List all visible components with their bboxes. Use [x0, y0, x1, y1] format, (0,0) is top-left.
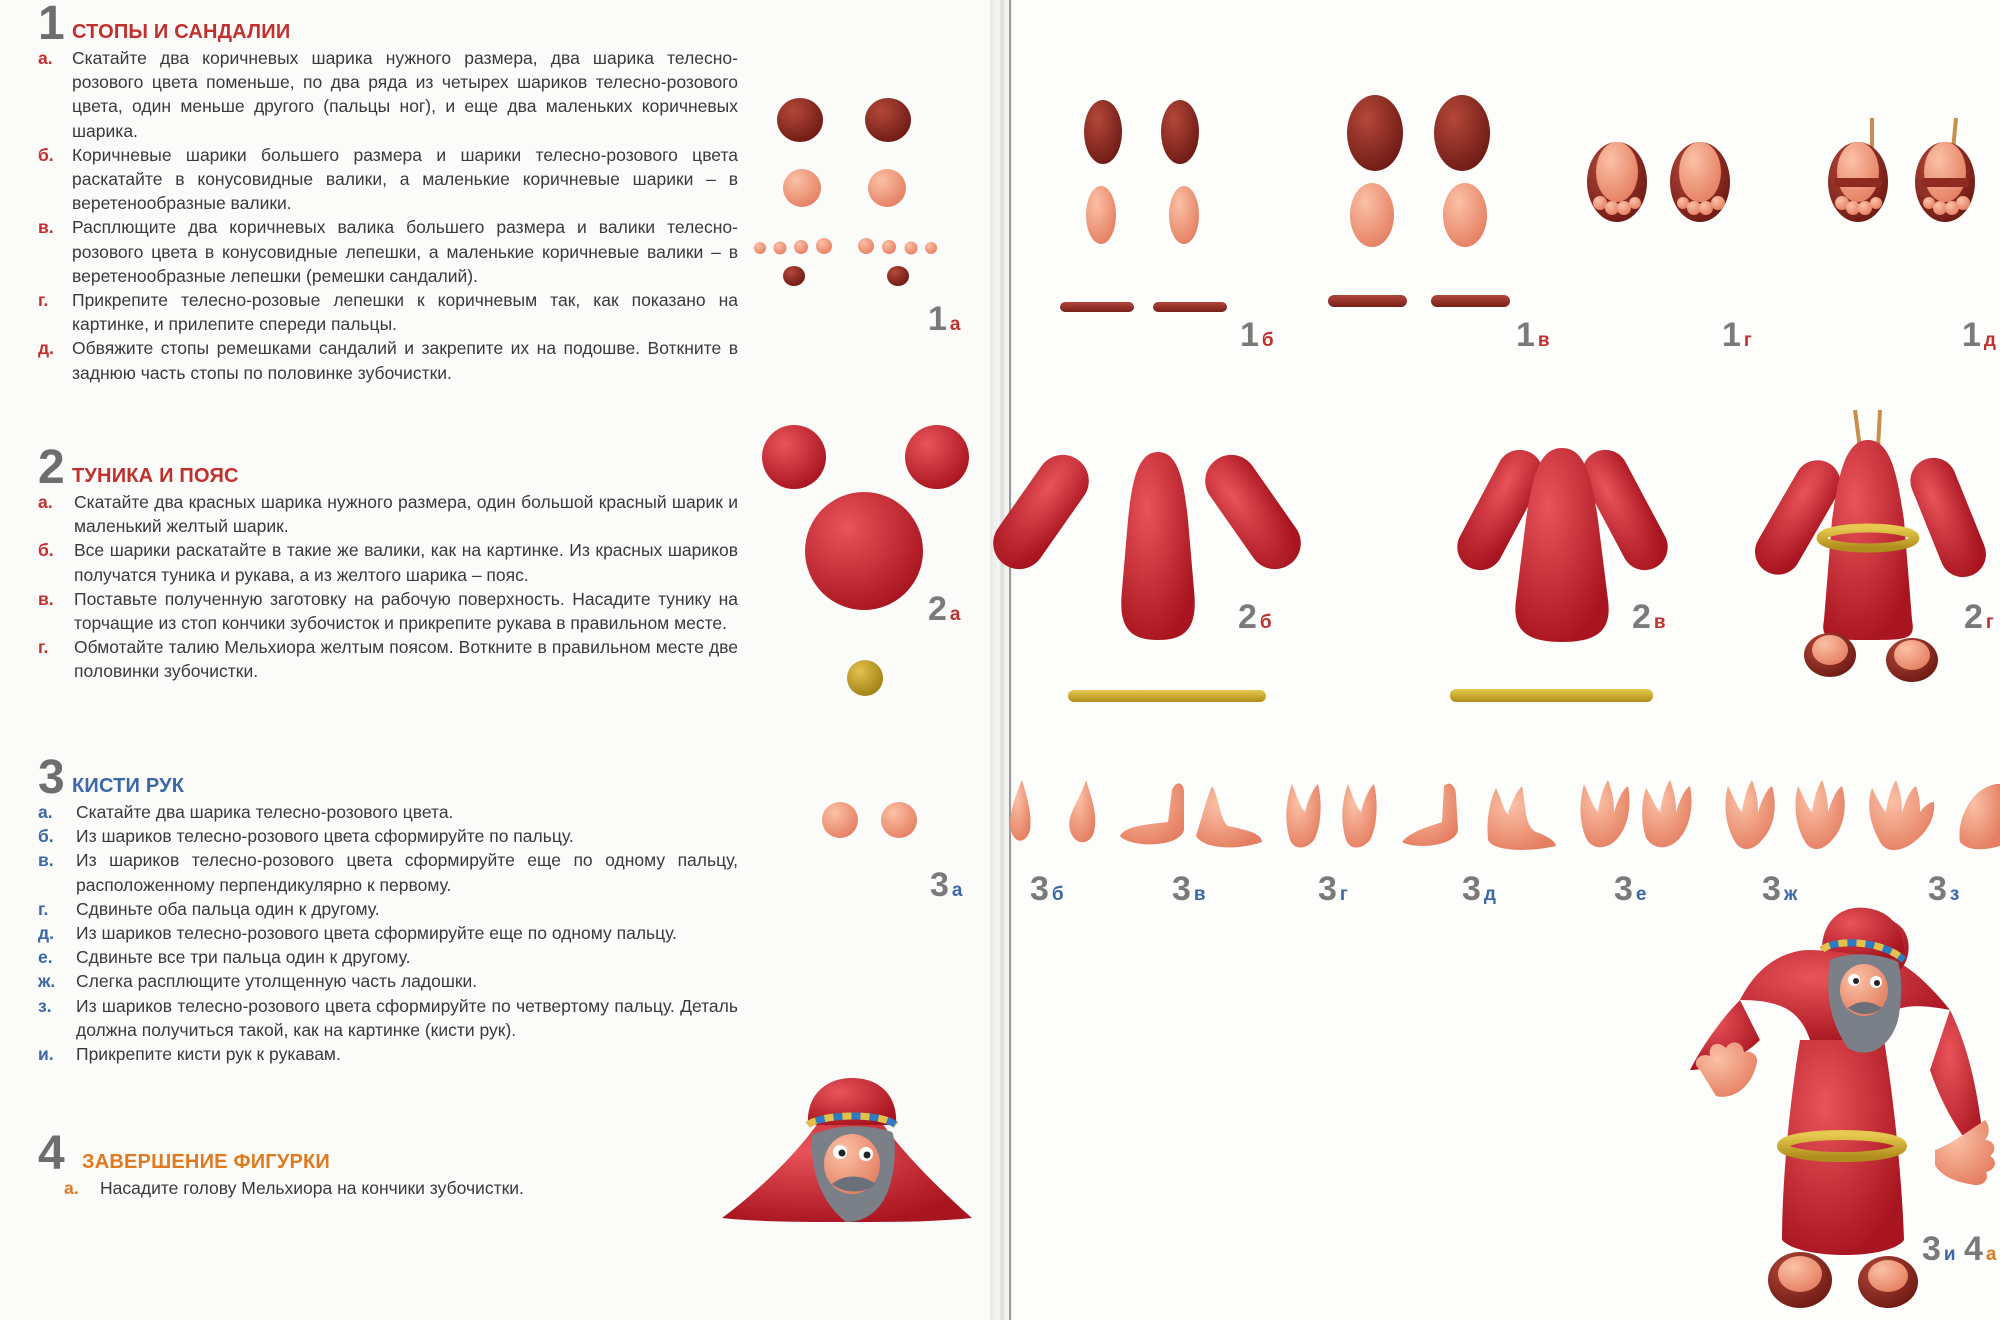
- step-3v: в. Из шариков телесно-розового цвета сформируйте еще по одному пальцу, расположенному перпендикулярно к первому.: [38, 850, 738, 895]
- step-1g: г. Прикрепите телесно-розовые лепешки к коричневым так, как показано на картинке, и прилепите спереди пальцы.: [38, 290, 738, 335]
- illustration-3g: [1286, 784, 1376, 848]
- label-3z: 3 з: [1928, 870, 1960, 908]
- label-3d: 3 д: [1462, 870, 1496, 908]
- step-1a: а. Скатайте два коричневых шарика нужного размера, два шарика телесно-розового цвета поменьше, по два ряда из четырех шариков телесно-розового цвета, один меньше другого (пальцы ног), и еще два маленьких коричневых шарика.: [38, 48, 738, 141]
- illustration-3e: [1581, 780, 1692, 847]
- illustration-3a: [822, 802, 917, 838]
- section-number: 4: [38, 1127, 65, 1180]
- illustration-1d: [1828, 118, 1975, 222]
- label-4a: 4 а: [1964, 1230, 1997, 1268]
- label-3b: 3 б: [1030, 870, 1064, 908]
- step-2v: в. Поставьте полученную заготовку на рабочую поверхность. Насадите тунику на торчащие из стоп кончики зубочисток и прикрепите рукава в правильном месте.: [38, 588, 738, 634]
- section-number: 1: [38, 0, 65, 50]
- step-2b: б. Все шарики раскатайте в такие же валики, как на картинке. Из красных шариков получатся туника и рукава, а из желтого шарика – пояс.: [38, 540, 738, 585]
- step-3b: б. Из шариков телесно-розового цвета сформируйте по пальцу.: [38, 826, 574, 847]
- section-title: КИСТИ РУК: [72, 775, 185, 797]
- step-2a: а. Скатайте два красных шарика нужного размера, один большой красный шарик и маленький желтый шарик.: [38, 492, 738, 537]
- illustration-1b: [1060, 100, 1227, 312]
- step-3zh: ж. Слегка расплющите утолщенную часть ладошки.: [38, 971, 478, 992]
- illustration-2b: [983, 445, 1311, 702]
- label-3a: 3 а: [930, 866, 963, 904]
- label-3g: 3 г: [1318, 870, 1348, 908]
- section-title: ТУНИКА И ПОЯС: [72, 465, 239, 487]
- label-1a: 1 а: [928, 300, 961, 338]
- step-3i: и. Прикрепите кисти рук к рукавам.: [38, 1044, 341, 1065]
- label-2g: 2 г: [1964, 598, 1994, 636]
- label-3zh: 3 ж: [1762, 870, 1798, 908]
- label-3i: 3 и: [1922, 1230, 1956, 1268]
- label-2b: 2 б: [1238, 598, 1272, 636]
- illustration-1a: [754, 98, 937, 286]
- illustration-4a: [722, 1078, 972, 1222]
- step-3g: г. Сдвиньте оба пальца один к другому.: [38, 898, 380, 919]
- illustration-3d: [1402, 784, 1556, 850]
- illustration-3v: [1120, 783, 1262, 847]
- section-title: СТОПЫ И САНДАЛИИ: [72, 21, 291, 43]
- step-3e: е. Сдвиньте все три пальца один к другому.: [38, 947, 411, 968]
- label-3e: 3 е: [1614, 870, 1647, 908]
- label-3v: 3 в: [1172, 870, 1206, 908]
- step-1d: д. Обвяжите стопы ремешками сандалий и закрепите их на подошве. Воткните в заднюю часть стопы по половинке зубочистки.: [38, 338, 738, 383]
- illustration-1g: [1587, 142, 1730, 222]
- section-number: 2: [38, 441, 65, 494]
- step-3a: а. Скатайте два шарика телесно-розового цвета.: [38, 802, 454, 822]
- illustration-1v: [1328, 95, 1510, 307]
- section-title: ЗАВЕРШЕНИЕ ФИГУРКИ: [82, 1151, 330, 1173]
- section-number: 3: [38, 751, 65, 804]
- step-3z: з. Из шариков телесно-розового цвета сформируйте по четвертому пальцу. Деталь должна получиться такой, как на картинке (кисти рук).: [38, 995, 738, 1040]
- step-4a: а. Насадите голову Мельхиора на кончики зубочистки.: [64, 1178, 524, 1198]
- illustration-2a: [762, 425, 969, 696]
- illustration-3zh: [1726, 780, 1845, 849]
- illustration-2v: [1449, 442, 1676, 702]
- step-2g: г. Обмотайте талию Мельхиора желтым поясом. Воткните в правильном месте две половинки зубочистки.: [38, 637, 738, 682]
- label-2v: 2 в: [1632, 598, 1666, 636]
- illustration-3z: [1869, 780, 2000, 850]
- label-1g: 1 г: [1722, 316, 1752, 354]
- step-1v: в. Расплющите два коричневых валика большего размера и валики телесно-розового цвета в конусовидные лепешки, а маленькие коричневые валики – в веретенообразные лепешки (ремешки сандалий).: [38, 217, 738, 286]
- step-3d: д. Из шариков телесно-розового цвета сформируйте еще по одному пальцу.: [38, 923, 678, 944]
- label-2a: 2 а: [928, 590, 961, 628]
- step-1b: б. Коричневые шарики большего размера и шарики телесно-розового цвета раскатайте в конусовидные валики, а маленькие коричневые шарики – в веретенообразные валики.: [38, 144, 738, 214]
- label-1d: 1 д: [1962, 316, 1996, 354]
- label-1v: 1 в: [1516, 316, 1550, 354]
- label-1b: 1 б: [1240, 316, 1274, 354]
- illustration-2g: [1747, 410, 1993, 682]
- illustration-3b: [1010, 780, 1095, 842]
